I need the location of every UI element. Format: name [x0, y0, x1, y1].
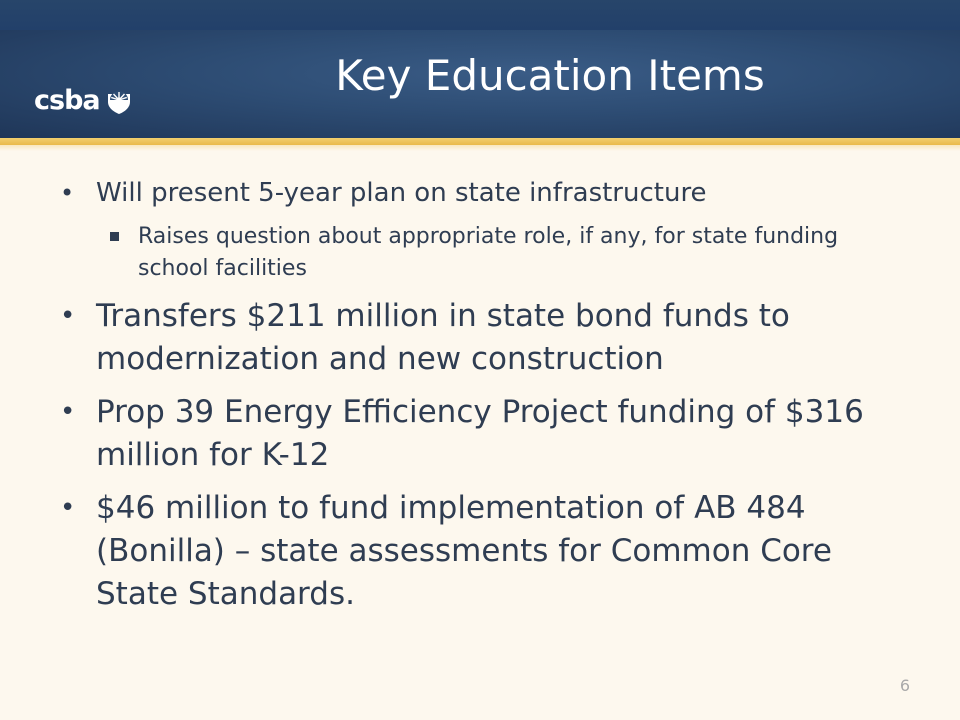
gold-divider-glow — [0, 145, 960, 151]
bullet-text: Will present 5-year plan on state infrastructure — [96, 178, 707, 208]
bullet-text: Transfers $211 million in state bond funds to modernization and new construction — [96, 298, 790, 377]
bullet-item — [60, 295, 900, 381]
sunburst-shield-icon — [104, 85, 134, 115]
logo-wordmark: csba — [34, 84, 100, 116]
bullet-list — [60, 175, 900, 624]
csba-logo — [34, 82, 134, 118]
page-number: 6 — [899, 676, 910, 695]
top-band — [0, 0, 960, 30]
slide-title: Key Education Items — [335, 51, 765, 100]
bullet-item — [60, 391, 900, 477]
bullet-dot: • — [60, 179, 75, 207]
bullet-text: $46 million to fund implementation of AB 484 (Bonilla) – state assessments for Common Core State Standards. — [96, 490, 832, 612]
bullet-text: Prop 39 Energy Efficiency Project funding of $316 million for K-12 — [96, 394, 864, 473]
sub-bullet-text: Raises question about appropriate role, if any, for state funding school facilities — [138, 224, 839, 281]
bullet-item — [60, 175, 900, 211]
bullet-dot: • — [60, 397, 76, 427]
gold-divider — [0, 138, 960, 145]
square-bullet-icon — [110, 232, 119, 241]
sub-bullet-item — [60, 221, 900, 285]
bullet-dot: • — [60, 301, 76, 331]
bullet-item — [60, 487, 900, 616]
bullet-dot: • — [60, 493, 76, 523]
